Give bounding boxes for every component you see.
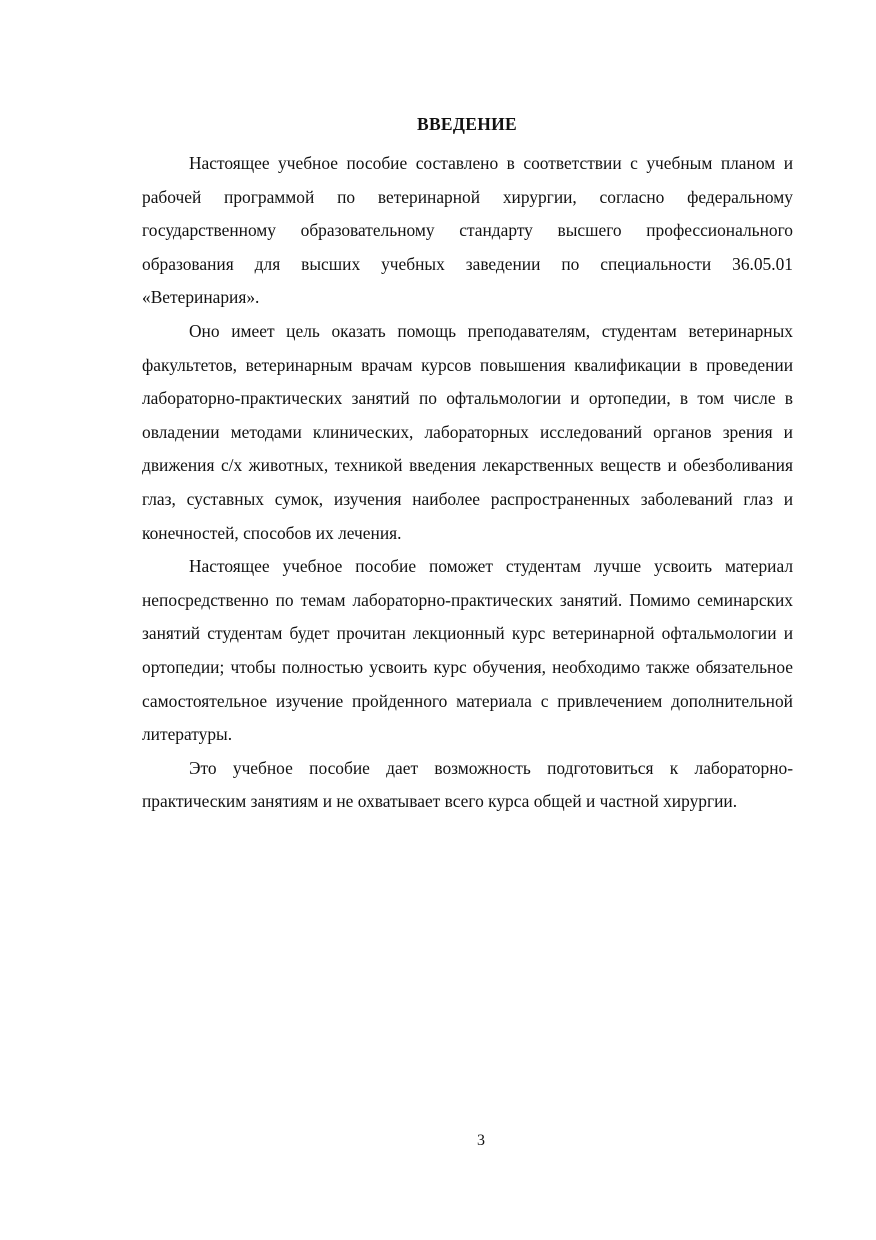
paragraph-benefit: Настоящее учебное пособие поможет студентам лучше усвоить материал непосредственно по темам лабораторно-практических занятий. Помимо семинарских занятий студентам будет прочитан лекционный курс ветеринарной офтальмологии и ортопедии; чтобы полностью усвоить курс обучения, необходимо также обязательное самостоятельное изучение пройденного материала с привлечением дополнительной литературы.: [142, 556, 793, 745]
paragraph-goal: Оно имеет цель оказать помощь преподавателям, студентам ветеринарных факультетов, ветеринарным врачам курсов повышения квалификации в проведении лабораторно-практических занятий по офтальмологии и ортопедии, в том числе в овладении методами клинических, лабораторных исследований органов зрения и движения с/х животных, техникой введения лекарственных веществ и обезболивания глаз, суставных сумок, изучения наиболее распространенных заболеваний глаз и конечностей, способов их лечения.: [142, 320, 793, 543]
body-text: [142, 147, 793, 819]
paragraph-purpose: Настоящее учебное пособие составлено в соответствии с учебным планом и рабочей программой по ветеринарной хирургии, согласно федеральному государственному образовательному стандарту высшего профессионального образования для высших учебных заведении по специальности 36.05.01 «Ветеринария».: [142, 153, 793, 308]
section-title: ВВЕДЕНИЕ: [416, 114, 518, 134]
paragraph-scope: Это учебное пособие дает возможность подготовиться к лабораторно-практическим занятиям и не охватывает всего курса общей и частной хирургии.: [142, 757, 793, 812]
page-number: 3: [477, 1132, 485, 1149]
